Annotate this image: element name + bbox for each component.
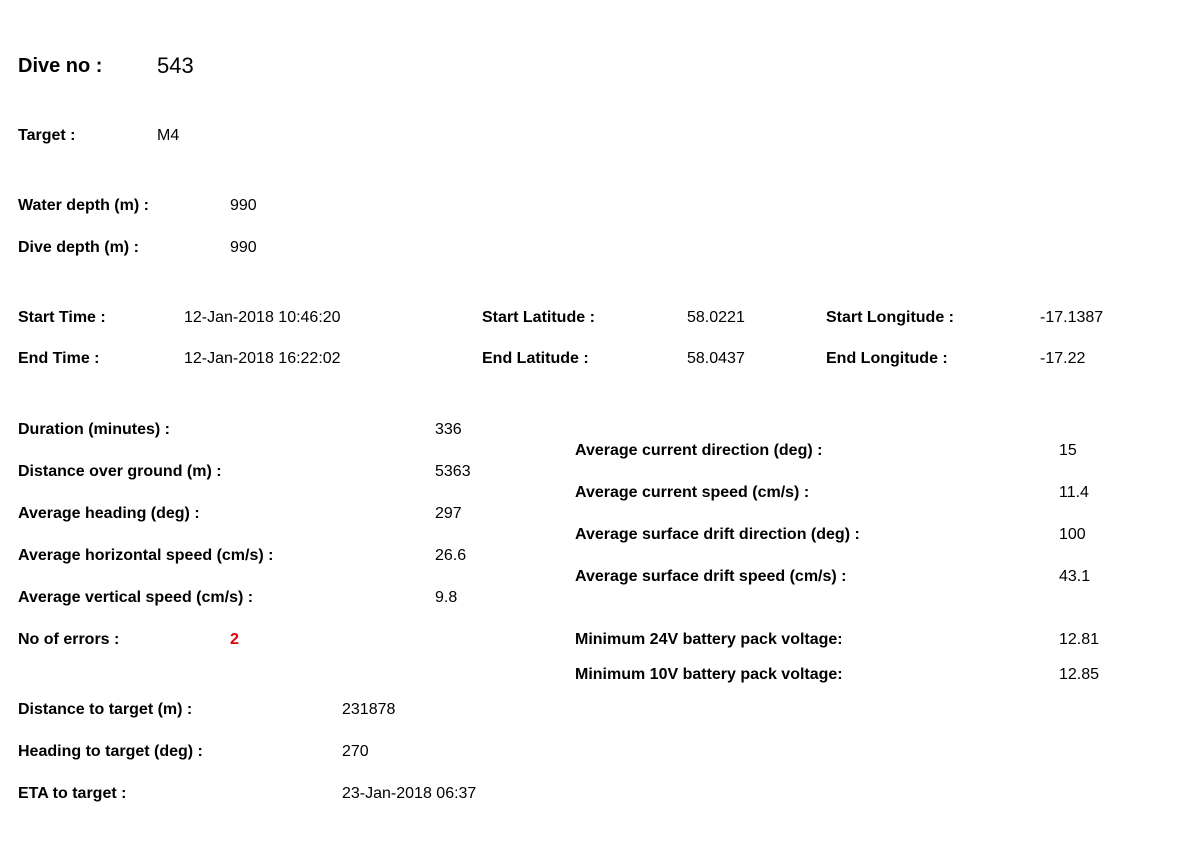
water-depth-value: 990: [230, 197, 257, 214]
average-horizontal-speed-value: 26.6: [435, 547, 467, 564]
errors-label: No of errors :: [18, 631, 120, 648]
average-surface-drift-speed-label: Average surface drift speed (cm/s) :: [575, 568, 847, 585]
min-10v-battery-value: 12.85: [1059, 666, 1100, 683]
start-latitude-value: 58.0221: [687, 309, 745, 326]
dive-depth-label: Dive depth (m) :: [18, 239, 139, 256]
dive-depth-value: 990: [230, 239, 257, 256]
duration-label: Duration (minutes) :: [18, 421, 170, 438]
average-current-speed-label: Average current speed (cm/s) :: [575, 484, 810, 501]
average-horizontal-speed-label: Average horizontal speed (cm/s) :: [18, 547, 274, 564]
average-current-direction-value: 15: [1059, 442, 1077, 459]
water-depth-label: Water depth (m) :: [18, 197, 149, 214]
start-time-value: 12-Jan-2018 10:46:20: [184, 309, 341, 326]
heading-to-target-value: 270: [342, 743, 369, 760]
average-current-direction-label: Average current direction (deg) :: [575, 442, 823, 459]
distance-over-ground-value: 5363: [435, 463, 471, 480]
end-longitude-value: -17.22: [1040, 350, 1086, 367]
average-vertical-speed-label: Average vertical speed (cm/s) :: [18, 589, 254, 606]
end-latitude-label: End Latitude :: [482, 350, 589, 367]
end-time-label: End Time :: [18, 350, 100, 367]
errors-count: 2: [230, 631, 239, 648]
target-value: M4: [157, 127, 180, 144]
average-surface-drift-direction-label: Average surface drift direction (deg) :: [575, 526, 860, 543]
average-surface-drift-direction-value: 100: [1059, 526, 1086, 543]
end-longitude-label: End Longitude :: [826, 350, 948, 367]
start-longitude-label: Start Longitude :: [826, 309, 954, 326]
min-10v-battery-label: Minimum 10V battery pack voltage:: [575, 666, 843, 683]
average-surface-drift-speed-value: 43.1: [1059, 568, 1091, 585]
distance-to-target-label: Distance to target (m) :: [18, 701, 193, 718]
average-heading-value: 297: [435, 505, 462, 522]
heading-to-target-label: Heading to target (deg) :: [18, 743, 203, 760]
end-latitude-value: 58.0437: [687, 350, 745, 367]
eta-to-target-label: ETA to target :: [18, 785, 127, 802]
dive-no-value: 543: [157, 53, 194, 78]
start-longitude-value: -17.1387: [1040, 309, 1104, 326]
min-24v-battery-value: 12.81: [1059, 631, 1100, 648]
average-heading-label: Average heading (deg) :: [18, 505, 200, 522]
duration-value: 336: [435, 421, 462, 438]
distance-to-target-value: 231878: [342, 701, 396, 718]
min-24v-battery-label: Minimum 24V battery pack voltage:: [575, 631, 843, 648]
end-time-value: 12-Jan-2018 16:22:02: [184, 350, 341, 367]
eta-to-target-value: 23-Jan-2018 06:37: [342, 785, 477, 802]
start-time-label: Start Time :: [18, 309, 106, 326]
dive-no-label: Dive no :: [18, 55, 103, 77]
average-current-speed-value: 11.4: [1059, 484, 1089, 501]
target-label: Target :: [18, 127, 76, 144]
start-latitude-label: Start Latitude :: [482, 309, 595, 326]
distance-over-ground-label: Distance over ground (m) :: [18, 463, 222, 480]
average-vertical-speed-value: 9.8: [435, 589, 458, 606]
